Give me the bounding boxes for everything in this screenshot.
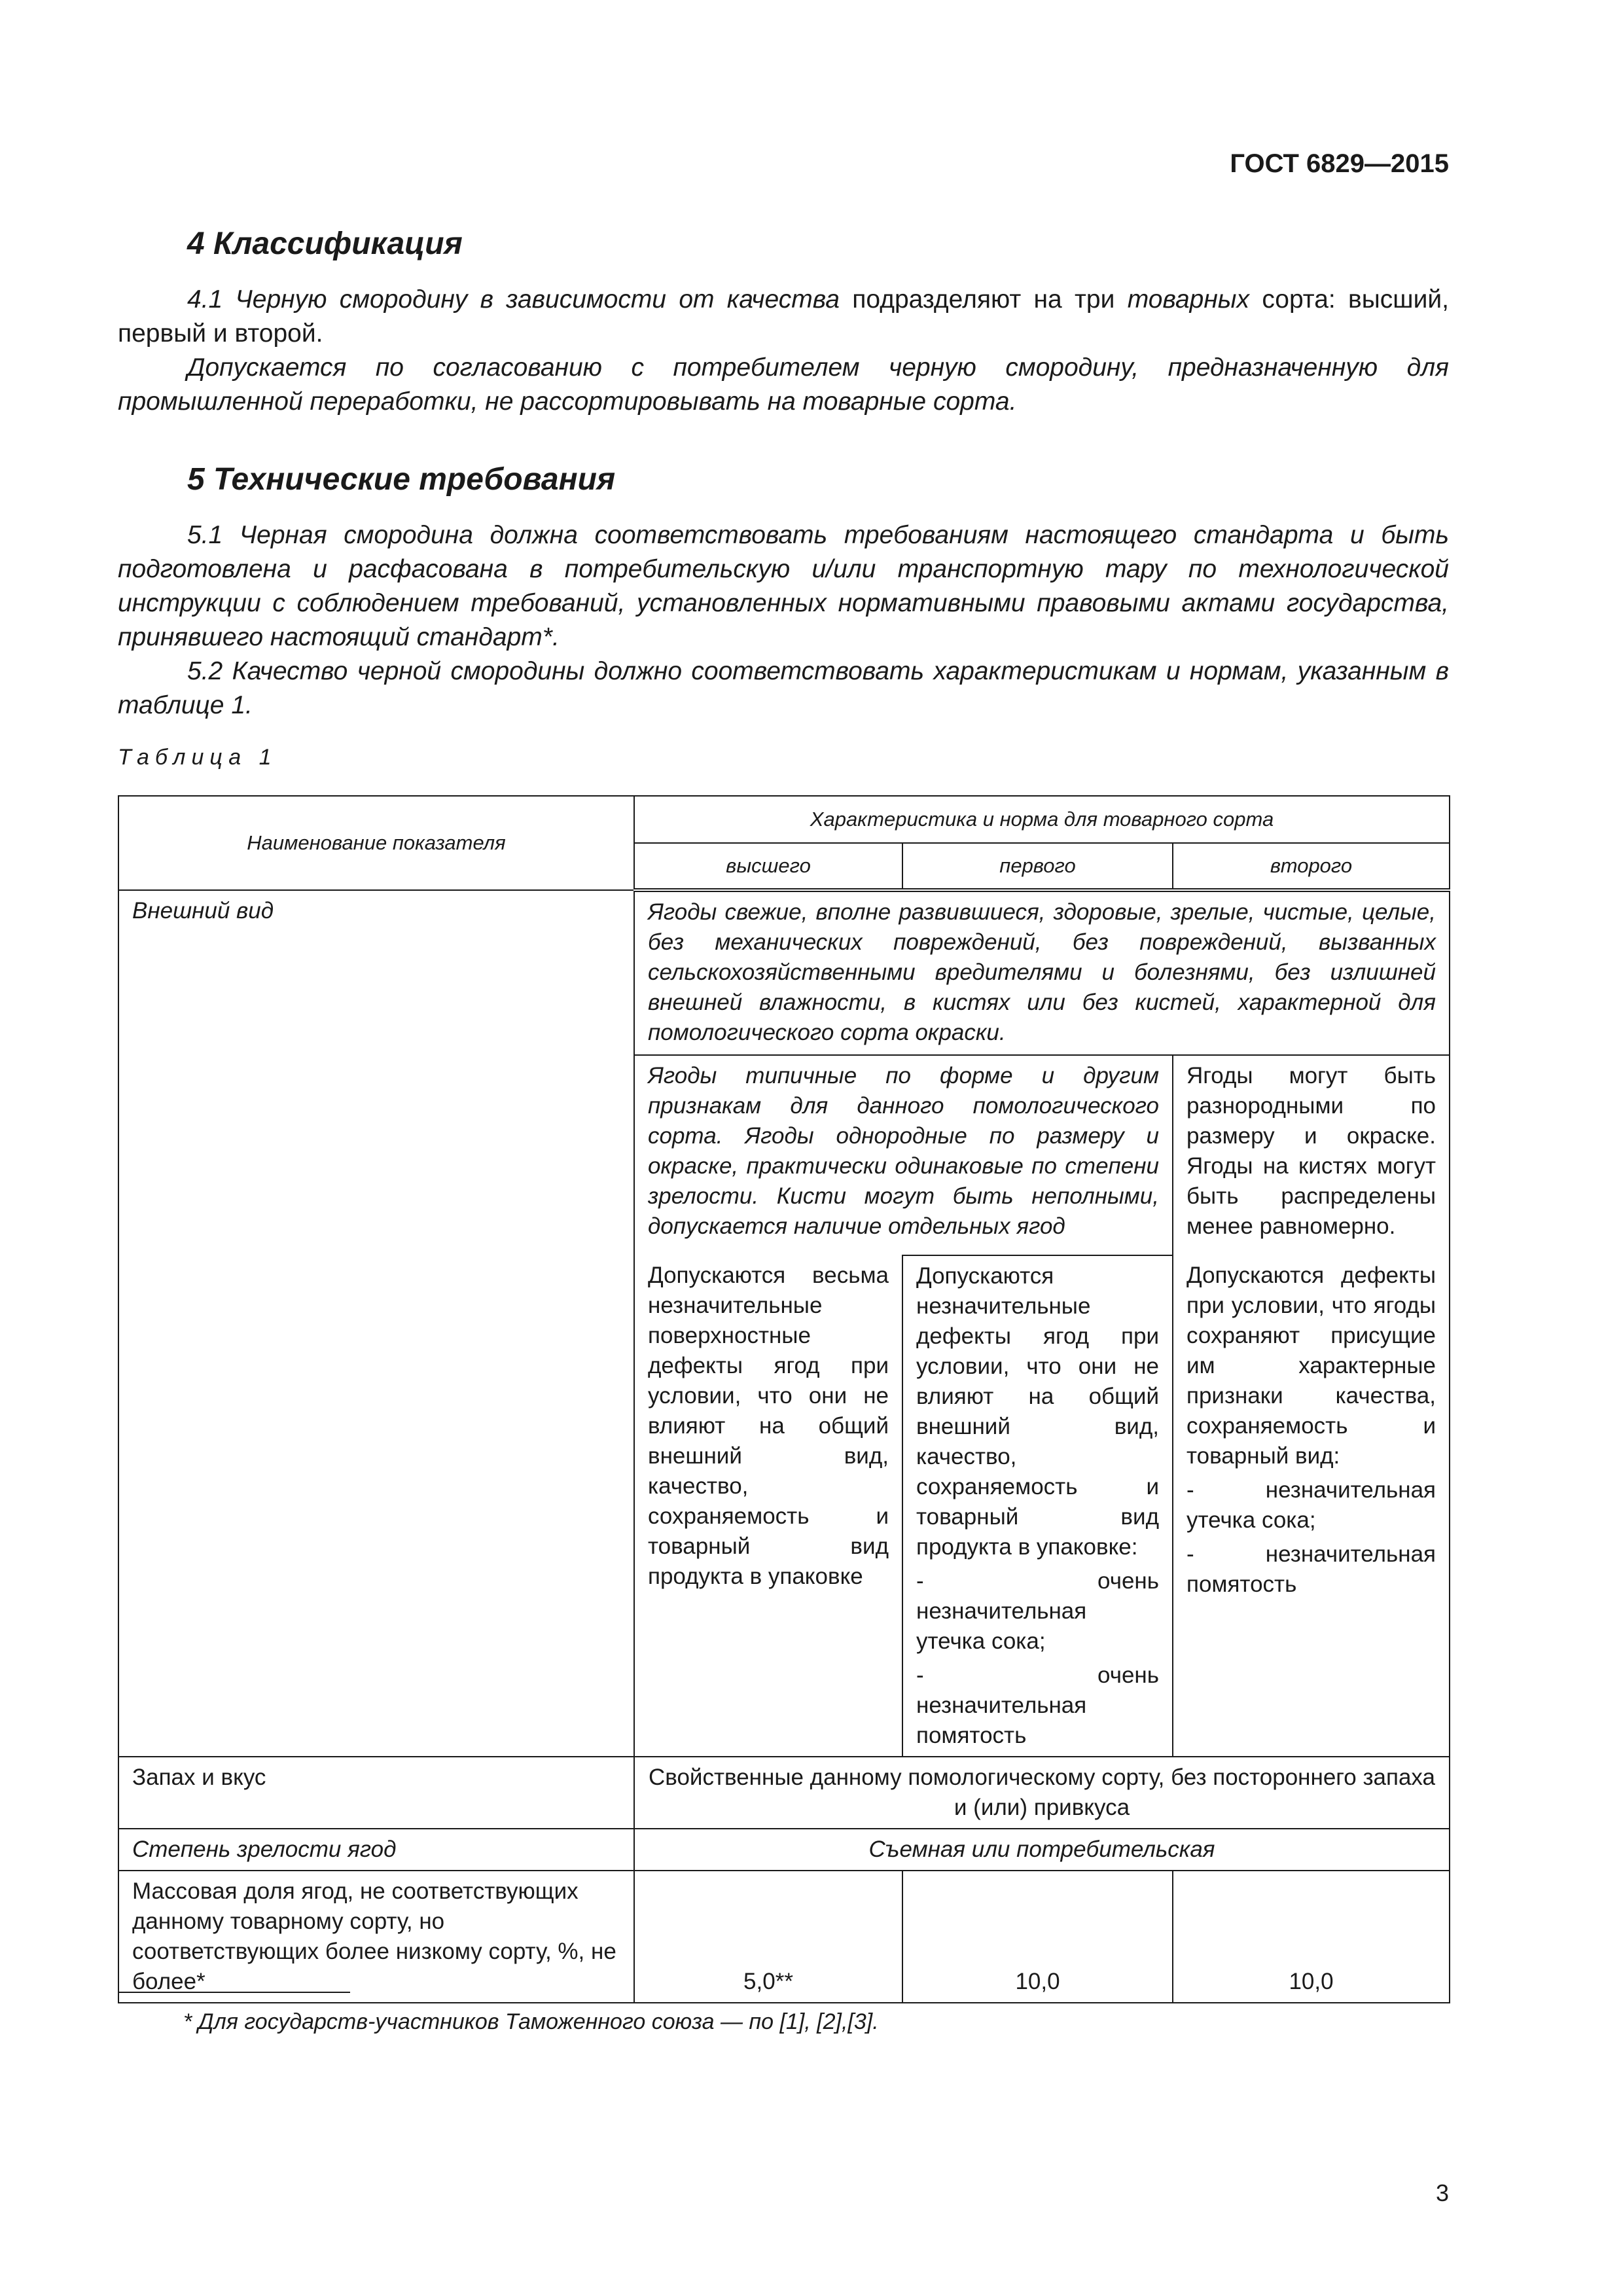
paragraph-4-1-italic-2: товарных	[1127, 285, 1249, 314]
paragraph-4-1-note	[118, 351, 1449, 419]
header-indicator-name: Наименование показателя	[118, 796, 634, 890]
defects-second-item: - незначительная утечка сока;	[1186, 1477, 1436, 1533]
defects-second-item: - незначительная помятость	[1186, 1541, 1436, 1597]
appearance-typical-grade-3: Ягоды могут быть разнородными по размеру и окраске. Ягоды на кистях могут быть распределены менее равномерно.	[1173, 1055, 1450, 1255]
smell-value: Свойственные данному помологическому сорту, без постороннего запаха и (или) привкуса	[634, 1757, 1450, 1829]
standard-designation: ГОСТ 6829—2015	[1230, 149, 1449, 178]
paragraph-5-1	[118, 518, 1449, 655]
paragraph-5-2-text: 5.2 Качество черной смородины должно соответствовать характеристикам и нормам, указанным в таблице 1.	[118, 657, 1449, 719]
header-grade-second: второго	[1173, 843, 1450, 890]
mass-value-first: 10,0	[902, 1871, 1173, 2003]
mass-value-highest: 5,0**	[634, 1871, 902, 2003]
defects-first-item: - очень незначительная помятость	[916, 1662, 1159, 1748]
appearance-typical-grades-1-2: Ягоды типичные по форме и другим признакам для данного помологического сорта. Ягоды однородные по размеру и окраске, практически одинаковые по степени зрелости. Кисти могут быть неполными, допускается наличие отдельных ягод	[634, 1055, 1173, 1255]
appearance-common	[634, 890, 1450, 1055]
footnote: * Для государств-участников Таможенного союза — по [1], [2],[3].	[183, 2009, 879, 2034]
defects-first-item: - очень незначительная утечка сока;	[916, 1568, 1159, 1654]
row-label-smell: Запах и вкус	[118, 1757, 634, 1829]
row-label-ripeness: Степень зрелости ягод	[118, 1829, 634, 1871]
paragraph-4-1	[118, 283, 1449, 351]
requirements-table	[118, 795, 1449, 2003]
header-grade-highest: высшего	[634, 843, 902, 890]
section-5-title: 5 Технические требования	[187, 462, 616, 497]
footnote-divider	[118, 1992, 350, 1993]
paragraph-5-1-text: 5.1 Черная смородина должна соответствовать требованиям настоящего стандарта и быть подготовлена и расфасована в потребительскую и/или транспортную тару по технологической инструкции с соблюдением требований, установленных нормативными правовыми актами государства, принявшего настоящий стандарт*.	[118, 521, 1449, 651]
defects-first-text: Допускаются незначительные дефекты ягод при условии, что они не влияют на общий внешний вид, качество, сохраняемость и товарный вид продукта в упаковке:	[916, 1263, 1159, 1560]
section-4-title: 4 Классификация	[187, 226, 463, 261]
table-caption: Таблица 1	[118, 745, 277, 770]
appearance-defects-second	[1173, 1255, 1450, 1757]
paragraph-4-1-text: подразделяют на три	[839, 285, 1128, 314]
appearance-defects-highest: Допускаются весьма незначительные поверхностные дефекты ягод при условии, что они не влияют на общий внешний вид, качество, сохраняемость и товарный вид продукта в упаковке	[634, 1255, 902, 1757]
header-grade-group: Характеристика и норма для товарного сорта	[634, 796, 1450, 843]
ripeness-value: Съемная или потребительская	[634, 1829, 1450, 1871]
paragraph-4-1-text-2: сорта: высший, первый и второй.	[118, 285, 1449, 348]
header-grade-first: первого	[902, 843, 1173, 890]
row-label-appearance	[118, 890, 634, 1757]
row-label-mass-fraction: Массовая доля ягод, не соответствующих данному товарному сорту, но соответствующих более низкому сорту, %, не более*	[118, 1871, 634, 2003]
appearance-defects-first	[902, 1255, 1173, 1757]
paragraph-5-2	[118, 655, 1449, 723]
defects-second-text: Допускаются дефекты при условии, что ягоды сохраняют присущие им характерные признаки качества, сохраняемость и товарный вид:	[1186, 1263, 1436, 1469]
page-number: 3	[1435, 2179, 1449, 2206]
appearance-label: Внешний вид	[132, 898, 274, 924]
paragraph-4-1-italic: 4.1 Черную смородину в зависимости от качества	[187, 285, 840, 314]
appearance-common-text: Ягоды свежие, вполне развившиеся, здоровые, зрелые, чистые, целые, без механических повреждений, без повреждений, вызванных сельскохозяйственными вредителями и болезнями, без излишней внешней влажности, в кистях или без кистей, характерной для помологического сорта окраски.	[648, 899, 1436, 1045]
mass-value-second: 10,0	[1173, 1871, 1450, 2003]
paragraph-4-1-note-text: Допускается по согласованию с потребителем черную смородину, предназначенную для промышленной переработки, не рассортировывать на товарные сорта.	[118, 353, 1449, 416]
